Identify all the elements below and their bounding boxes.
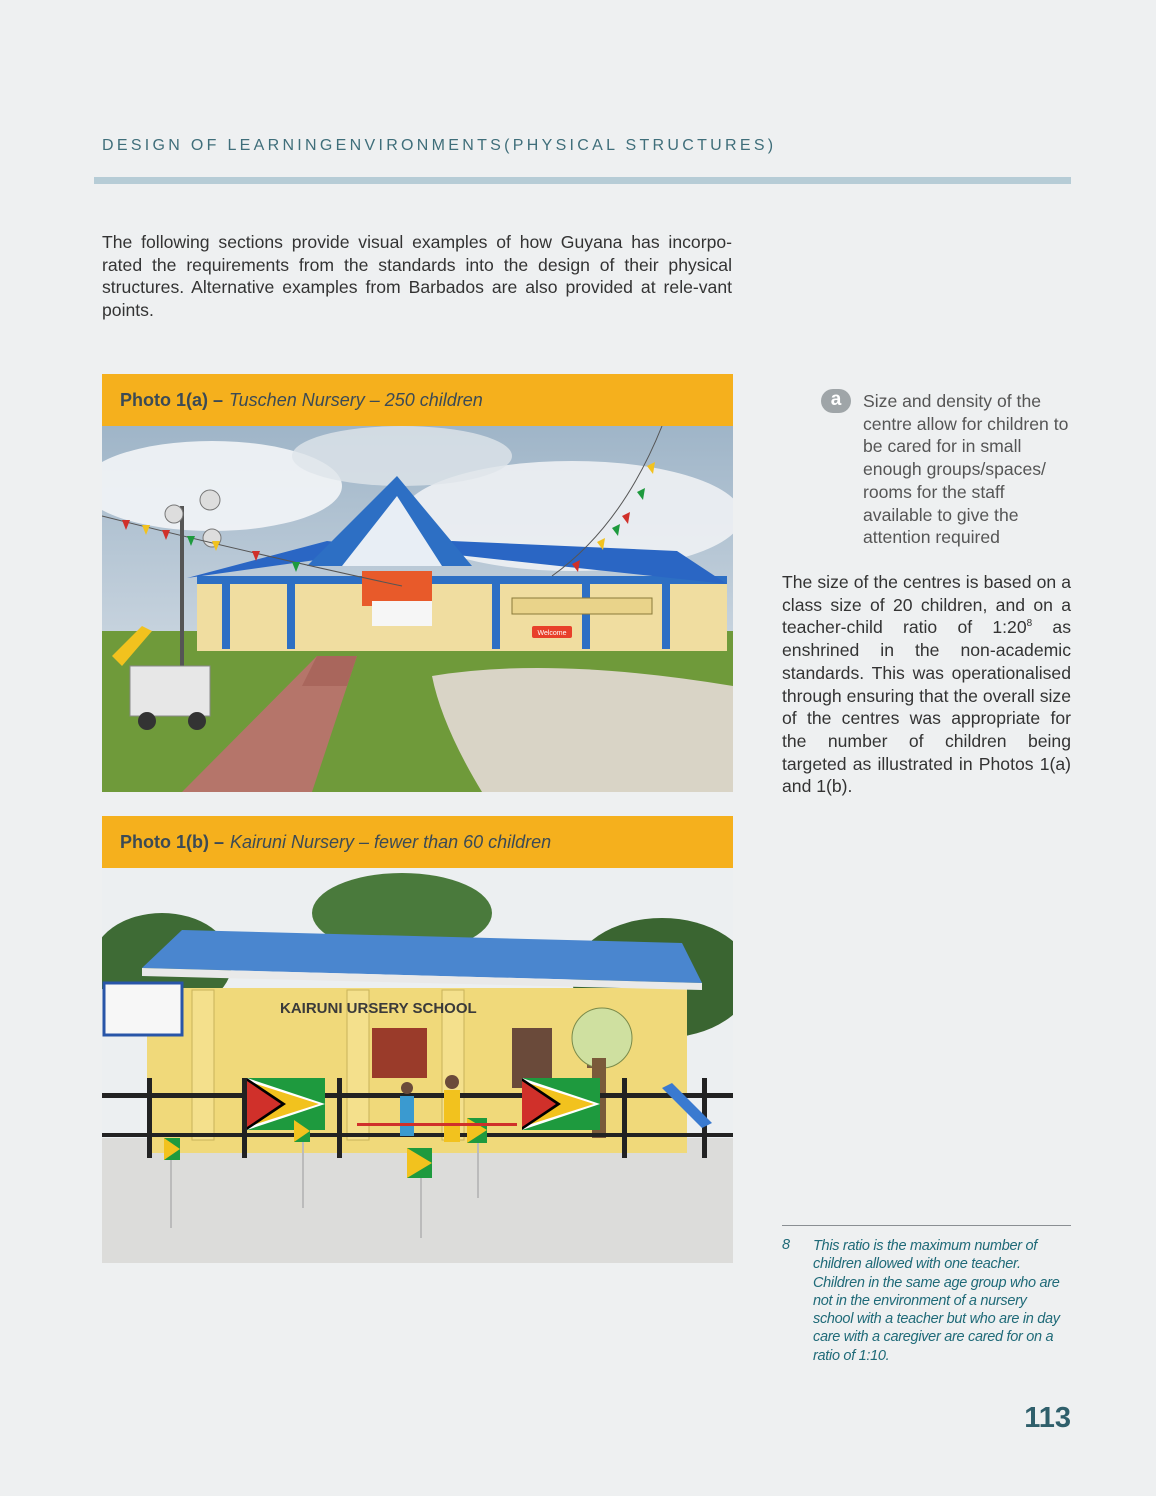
photo-1b-image: [102, 868, 733, 1263]
point-a-marker: a: [821, 389, 851, 413]
welcome-sign: Welcome: [537, 630, 567, 637]
section-header: DESIGN OF LEARNINGENVIRONMENTS(PHYSICAL STRUCTURES): [102, 137, 777, 154]
header-divider: [94, 177, 1071, 184]
side-paragraph: [782, 571, 1071, 798]
photo-1a-caption: [102, 374, 733, 426]
photo-1b-label: Photo 1(b) –: [120, 831, 224, 852]
school-sign: KAIRUNI URSERY SCHOOL: [280, 1000, 477, 1017]
photo-1a-label: Photo 1(a) –: [120, 389, 224, 410]
photo-1b-title: Kairuni Nursery – fewer than 60 children: [230, 831, 552, 852]
photo-1b-caption: [102, 816, 733, 868]
photo-1a-title: Tuschen Nursery – 250 children: [229, 389, 483, 410]
footnote-number: 8: [782, 1237, 791, 1253]
intro-paragraph: The following sections provide visual examples of how Guyana has incorpo-rated the requirements from the standards into the design of their physical structures. Alternative examples from Barbados are also provided at rele-vant points.: [102, 232, 732, 320]
point-a-text: Size and density of the centre allow for children to be cared for in small enough groups/spaces/ rooms for the staff available to give the attention required: [863, 391, 1069, 548]
footnote-text: This ratio is the maximum number of children allowed with one teacher. Children in the same age group who are not in the environment of a nursery school with a teacher but who are in day care with a caregiver are cared for on a ratio of 1:10.: [813, 1238, 1060, 1364]
page-number: 113: [1024, 1402, 1071, 1434]
footnote-divider: [782, 1225, 1071, 1226]
side-paragraph-text-2: as enshrined in the non-academic standards. This was operationalised through ensuring that the overall size of the centres was appropriate for the number of children being targeted as illustrated in Photos 1(a) and 1(b).: [782, 617, 1071, 797]
photo-1a-image: [102, 426, 733, 792]
side-paragraph-text-1: The size of the centres is based on a class size of 20 children, and on a teacher-child ratio of 1:20: [782, 572, 1071, 638]
footnote-ref: 8: [1026, 618, 1033, 630]
